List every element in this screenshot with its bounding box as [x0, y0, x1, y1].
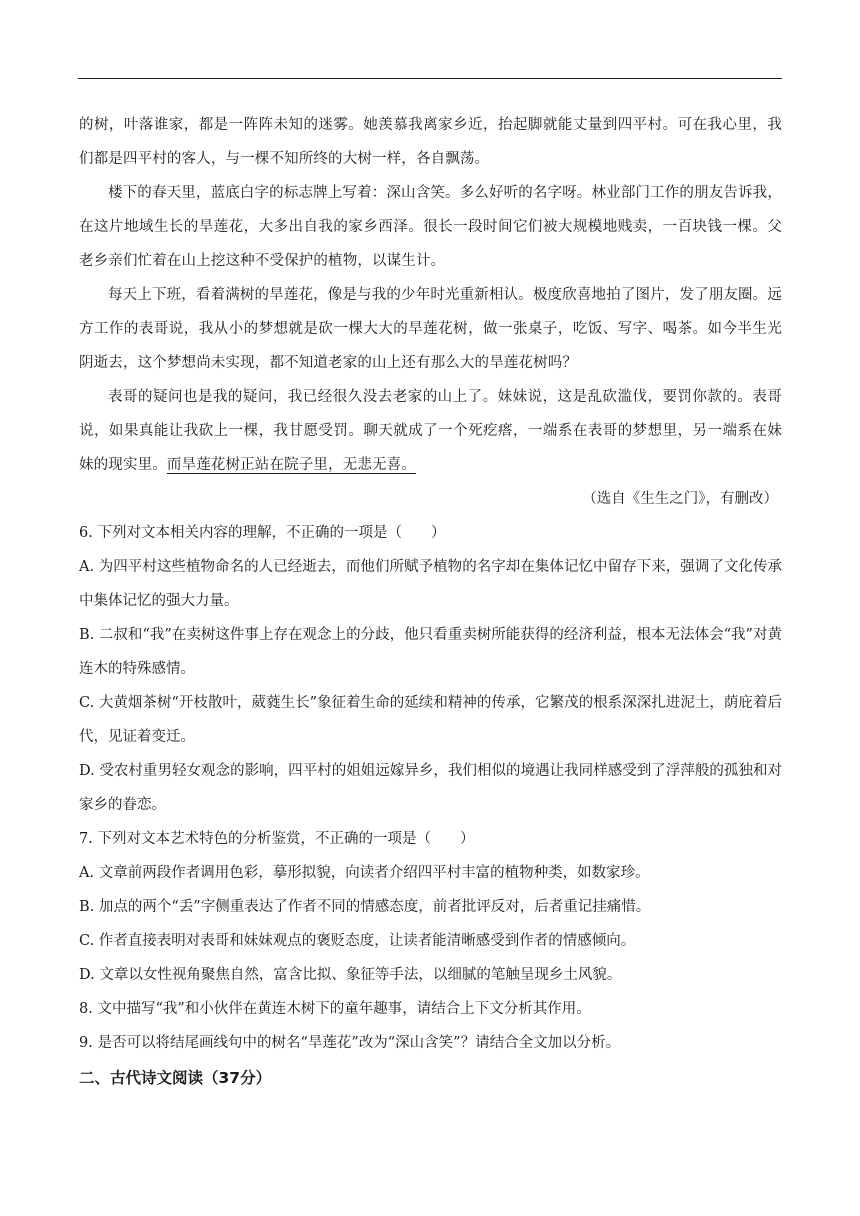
q6-option-d: D. 受农村重男轻女观念的影响，四平村的姐姐远嫁异乡，我们相似的境遇让我同样感受到了浮萍般的孤独和对家乡的眷恋。: [79, 763, 782, 813]
section-heading: 二、古代诗文阅读（37分）: [79, 1069, 272, 1087]
q7-option-c: C. 作者直接表明对表哥和妹妹观点的褒贬态度，让读者能清晰感受到作者的情感倾向。: [79, 933, 636, 949]
passage-paragraph: 楼下的春天里，蓝底白字的标志牌上写着：深山含笑。多么好听的名字呀。林业部门工作的朋友告诉我，在这片地域生长的旱莲花，大多出自我的家乡西泽。很长一段时间它们被大规模地贱卖，一百块钱一棵。父老乡亲们忙着在山上挖这种不受保护的植物，以谋生计。: [79, 185, 782, 269]
passage-paragraph: [79, 380, 782, 482]
question-8: 8. 文中描写“我”和小伙伴在黄连木树下的童年趣事，请结合上下文分析其作用。: [79, 1001, 591, 1017]
q6-option-b: B. 二叔和“我”在卖树这件事上存在观念上的分歧，他只看重卖树所能获得的经济利益，根本无法体会“我”对黄连木的特殊感情。: [79, 627, 782, 677]
passage-text: 表哥的疑问也是我的疑问，我已经很久没去老家的山上了。妹妹说，这是乱砍滥伐，要罚你款的。表哥说，如果真能让我砍上一棵，我甘愿受罚。聊天就成了一个死疙瘩，一端系在表哥的梦想里，另一端系在妹妹的现实里。: [79, 389, 782, 473]
q7-option-d: D. 文章以女性视角聚焦自然，富含比拟、象征等手法，以细腻的笔触呈现乡土风貌。: [79, 967, 622, 983]
underlined-sentence: 而旱莲花树正站在院子里，无悲无喜。: [166, 457, 416, 473]
question-7: 7. 下列对文本艺术特色的分析鉴赏，不正确的一项是（ ）: [79, 831, 475, 847]
question-6: 6. 下列对文本相关内容的理解，不正确的一项是（ ）: [79, 525, 446, 541]
question-9: 9. 是否可以将结尾画线句中的树名“旱莲花”改为“深山含笑”？请结合全文加以分析。: [79, 1035, 621, 1051]
source-citation: （选自《生生之门》，有删改）: [582, 491, 778, 507]
page-content: [79, 108, 782, 1096]
header-rule: [78, 78, 782, 79]
q6-option-c: C. 大黄烟茶树“开枝散叶，葳蕤生长”象征着生命的延续和精神的传承，它繁茂的根系深深扎进泥土，荫庇着后代，见证着变迁。: [79, 695, 782, 745]
q6-option-a: A. 为四平村这些植物命名的人已经逝去，而他们所赋予植物的名字却在集体记忆中留存下来，强调了文化传承中集体记忆的强大力量。: [79, 559, 782, 609]
q7-option-a: A. 文章前两段作者调用色彩，摹形拟貌，向读者介绍四平村丰富的植物种类，如数家珍。: [79, 865, 650, 881]
q7-option-b: B. 加点的两个“丢”字侧重表达了作者不同的情感态度，前者批评反对，后者重记挂痛惜。: [79, 899, 651, 915]
passage-paragraph: 的树，叶落谁家，都是一阵阵未知的迷雾。她羡慕我离家乡近，抬起脚就能丈量到四平村。可在我心里，我们都是四平村的客人，与一棵不知所终的大树一样，各自飘荡。: [79, 117, 782, 167]
passage-paragraph: 每天上下班，看着满树的旱莲花，像是与我的少年时光重新相认。极度欣喜地拍了图片，发了朋友圈。远方工作的表哥说，我从小的梦想就是砍一棵大大的旱莲花树，做一张桌子，吃饭、写字、喝茶。如今半生光阴逝去，这个梦想尚未实现，都不知道老家的山上还有那么大的旱莲花树吗？: [79, 287, 782, 371]
